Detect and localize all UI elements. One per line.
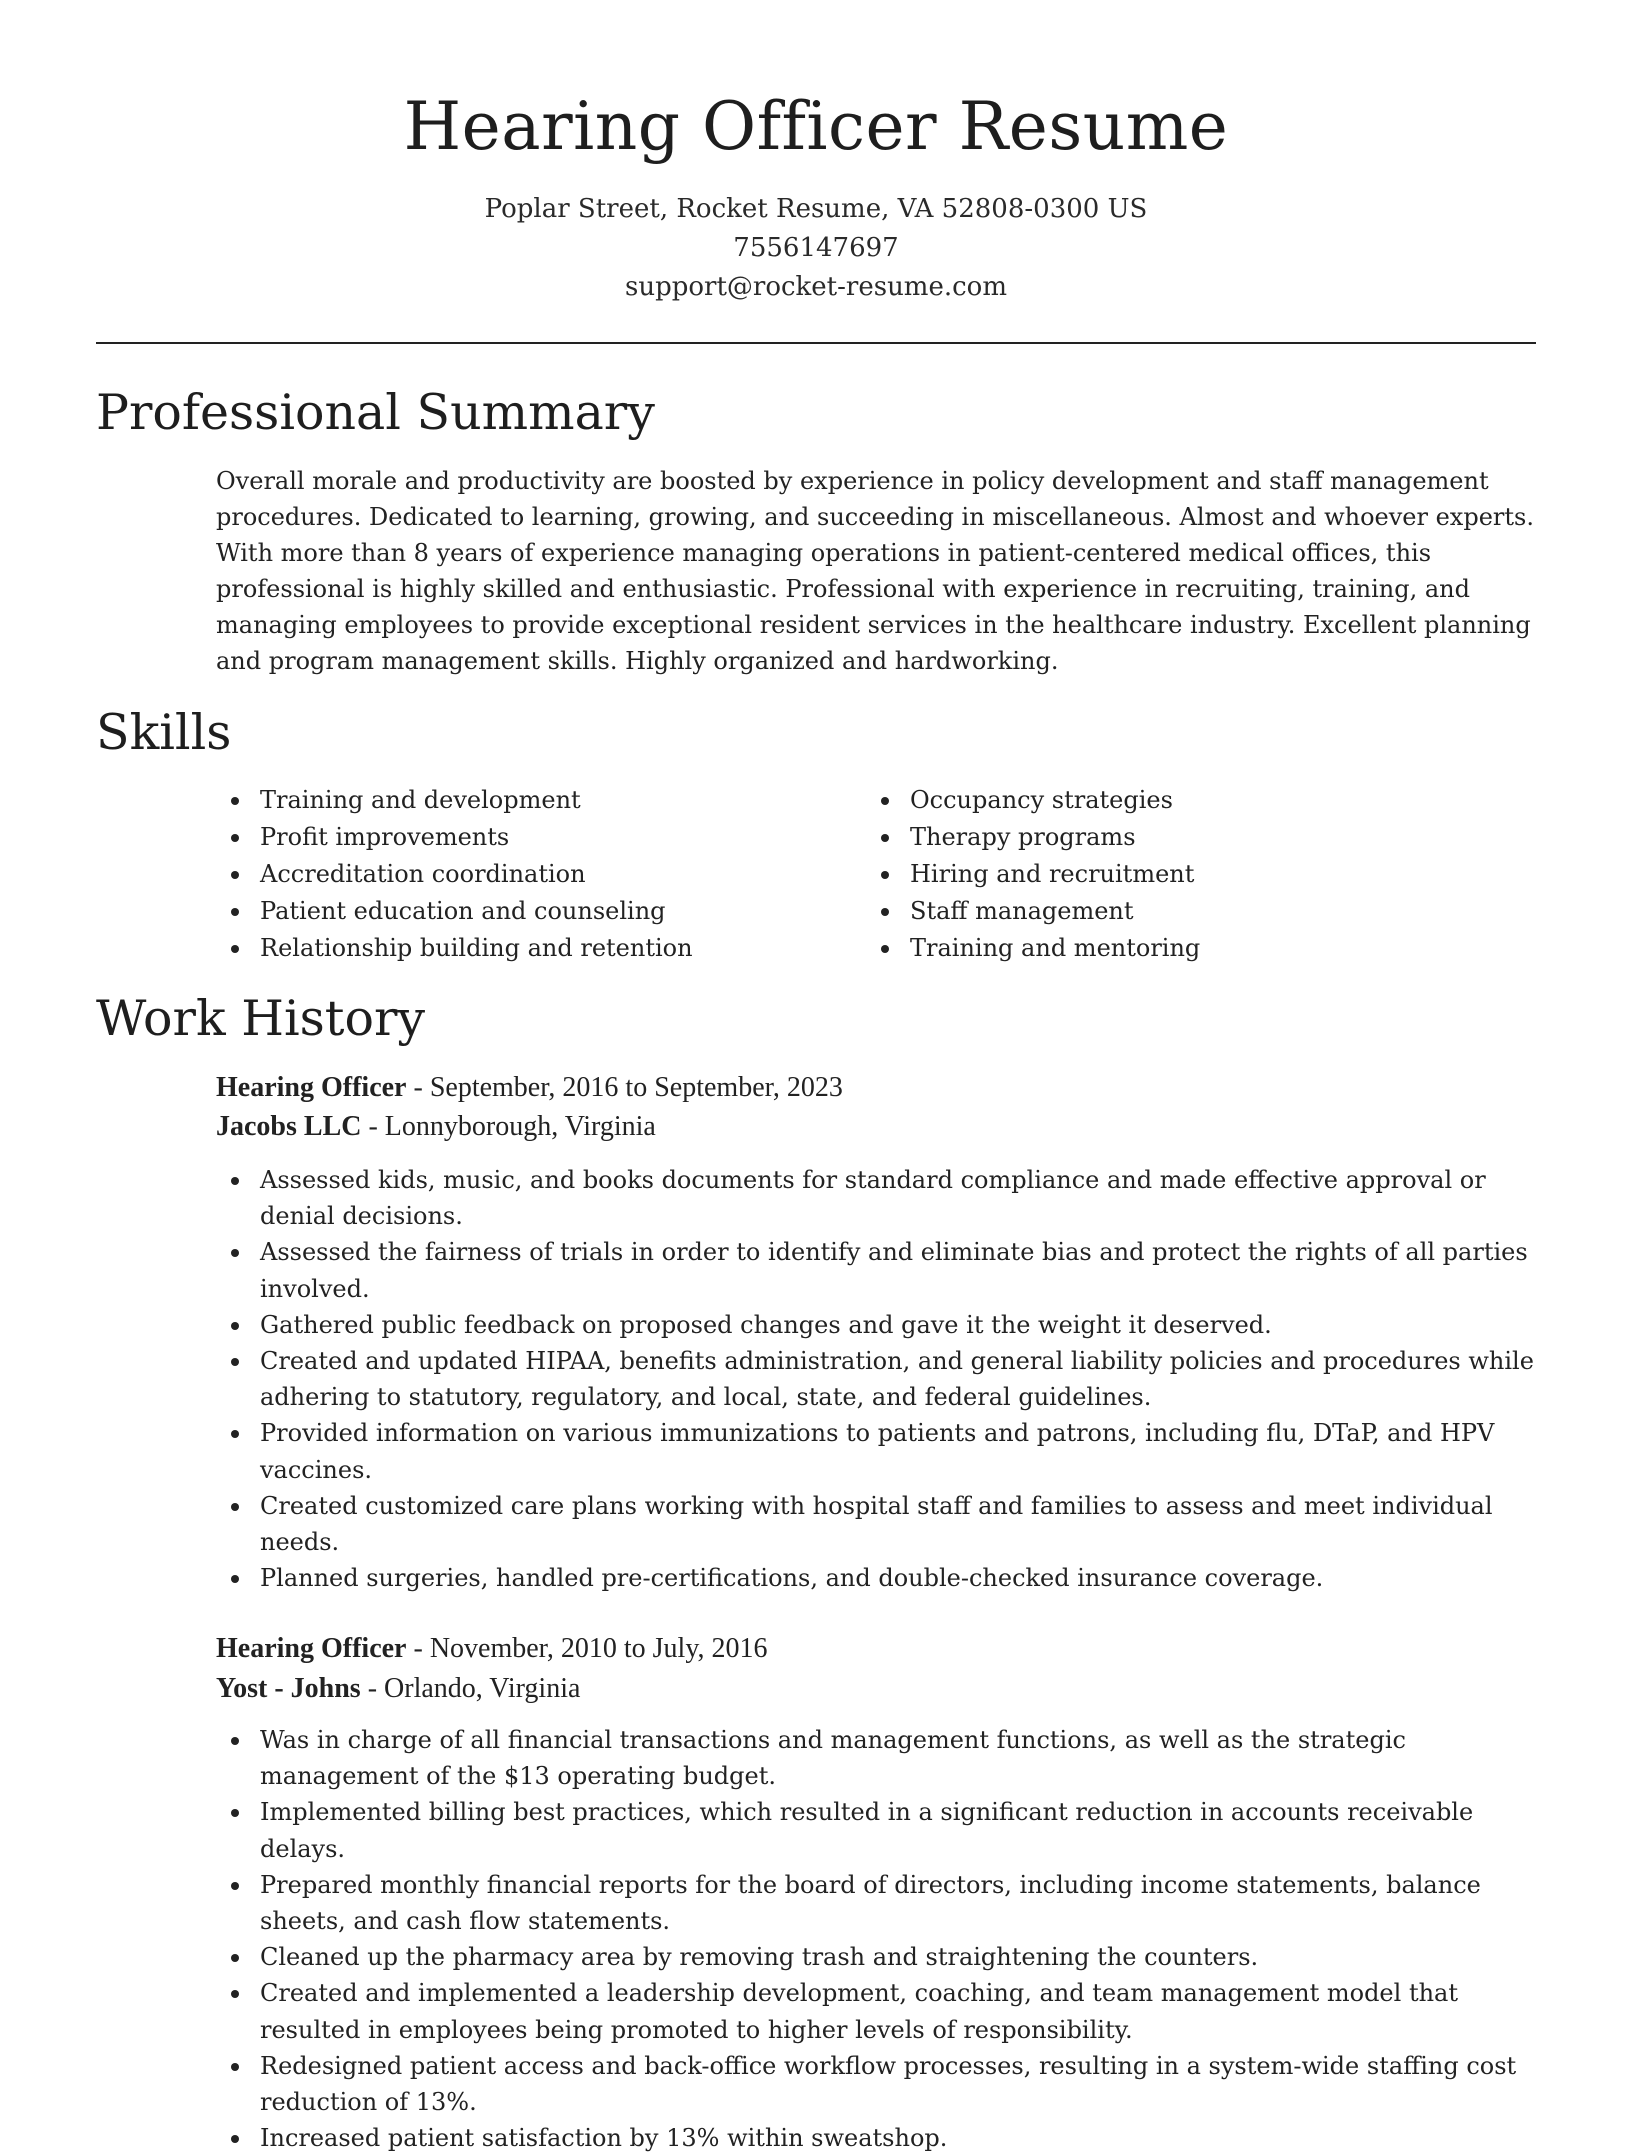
resume-header: [96, 84, 1536, 307]
job-title-line: [216, 1068, 843, 1108]
job-dates: September, 2016 to September, 2023: [429, 1072, 843, 1103]
job-bullet: Was in charge of all financial transactions and management functions, as well as the strategic management of the $13 operating budget.: [216, 1722, 1546, 1794]
job-title-line: [216, 1629, 768, 1669]
job-bullet: Gathered public feedback on proposed changes and gave it the weight it deserved.: [216, 1307, 1546, 1343]
job-separator: -: [406, 1633, 430, 1664]
resume-title: Hearing Officer Resume: [403, 88, 1229, 165]
job-bullet: Cleaned up the pharmacy area by removing trash and straightening the counters.: [216, 1939, 1546, 1975]
job-bullet: Created and updated HIPAA, benefits administration, and general liability policies and procedures while adhering to statutory, regulatory, and local, state, and federal guidelines.: [216, 1343, 1546, 1415]
job-company: Yost - Johns: [216, 1673, 361, 1704]
job-bullet: Increased patient satisfaction by 13% within sweatshop.: [216, 2120, 1546, 2156]
skill-item: Profit improvements: [216, 819, 693, 856]
skill-item: Accreditation coordination: [216, 856, 693, 893]
skills-list-right: [866, 782, 1200, 967]
skills-heading: Skills: [96, 704, 232, 761]
skill-item: Training and development: [216, 782, 693, 819]
job-bullet: Provided information on various immunizations to patients and patrons, including flu, DTaP, and HPV vaccines.: [216, 1415, 1546, 1487]
header-divider: [96, 342, 1536, 344]
job-company-line: [216, 1107, 656, 1147]
job-bullets: [216, 1162, 1546, 1596]
job-separator: -: [361, 1111, 385, 1142]
skill-item: Occupancy strategies: [866, 782, 1200, 819]
skill-item: Therapy programs: [866, 819, 1200, 856]
job-bullet: Prepared monthly financial reports for the board of directors, including income statements, balance sheets, and cash flow statements.: [216, 1867, 1546, 1939]
work-history-heading: Work History: [96, 990, 426, 1047]
contact-email: support@rocket-resume.com: [624, 272, 1007, 302]
skills-list-left: [216, 782, 693, 967]
job-bullet: Redesigned patient access and back-office workflow processes, resulting in a system-wide staffing cost reduction of 13%.: [216, 2048, 1546, 2120]
contact-address: Poplar Street, Rocket Resume, VA 52808-0300 US: [484, 194, 1148, 224]
summary-text: Overall morale and productivity are boosted by experience in policy development and staff management procedures. Dedicated to learning, growing, and succeeding in miscellaneous. Almost and whoever experts. With more than 8 years of experience managing operations in patient-centered medical offices, this professional is highly skilled and enthusiastic. Professional with experience in recruiting, training, and managing employees to provide exceptional resident services in the healthcare industry. Excellent planning and program management skills. Highly organized and hardworking.: [216, 467, 1534, 675]
skill-item: Relationship building and retention: [216, 930, 693, 967]
job-separator: -: [406, 1072, 430, 1103]
contact-phone: 7556147697: [733, 233, 899, 263]
job-bullet: Assessed the fairness of trials in order to identify and eliminate bias and protect the rights of all parties involved.: [216, 1234, 1546, 1306]
job-dates: November, 2010 to July, 2016: [429, 1633, 768, 1664]
job-separator: -: [360, 1673, 385, 1704]
skill-item: Hiring and recruitment: [866, 856, 1200, 893]
job-bullets: [216, 1722, 1546, 2156]
job-bullet: Assessed kids, music, and books documents for standard compliance and made effective approval or denial decisions.: [216, 1162, 1546, 1234]
job-bullet: Created customized care plans working with hospital staff and families to assess and meet individual needs.: [216, 1488, 1546, 1560]
skill-item: Training and mentoring: [866, 930, 1200, 967]
skill-item: Staff management: [866, 893, 1200, 930]
skill-item: Patient education and counseling: [216, 893, 693, 930]
job-bullet: Implemented billing best practices, which resulted in a significant reduction in accounts receivable delays.: [216, 1794, 1546, 1866]
job-company-line: [216, 1669, 580, 1709]
job-location: Lonnyborough, Virginia: [384, 1111, 656, 1142]
job-bullet: Created and implemented a leadership development, coaching, and team management model that resulted in employees being promoted to higher levels of responsibility.: [216, 1975, 1546, 2047]
job-role: Hearing Officer: [216, 1072, 407, 1103]
job-company: Jacobs LLC: [216, 1111, 362, 1142]
summary-heading: Professional Summary: [96, 384, 655, 441]
job-bullet: Planned surgeries, handled pre-certifications, and double-checked insurance coverage.: [216, 1560, 1546, 1596]
job-role: Hearing Officer: [216, 1633, 407, 1664]
job-location: Orlando, Virginia: [384, 1673, 581, 1704]
